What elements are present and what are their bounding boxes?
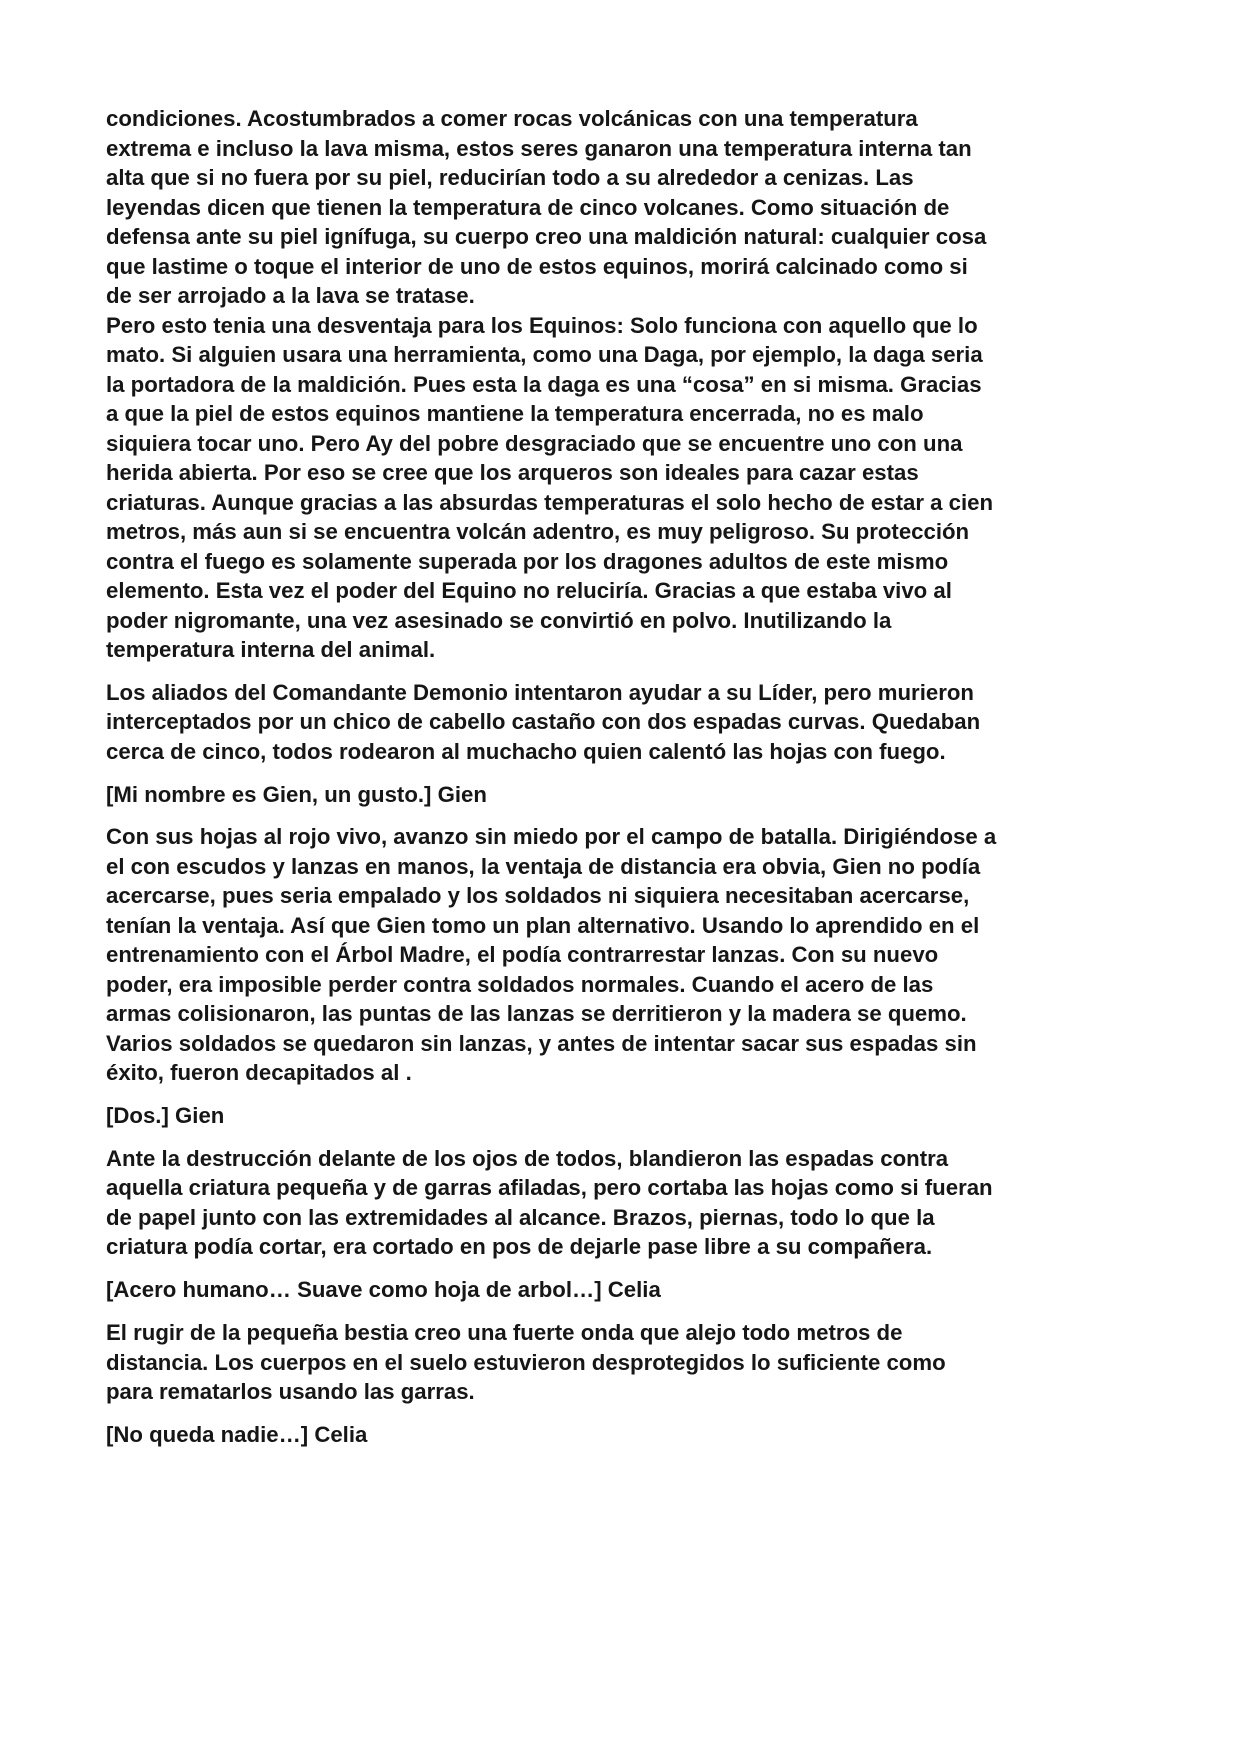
dialogue-paragraph [106, 1275, 1186, 1305]
text-line: El rugir de la pequeña bestia creo una fuerte onda que alejo todo metros de [106, 1320, 903, 1346]
paragraph [106, 1318, 1186, 1407]
text-line: Varios soldados se quedaron sin lanzas, y antes de intentar sacar sus espadas sin [106, 1030, 977, 1056]
text-line: la portadora de la maldición. Pues esta la daga es una “cosa” en si misma. Gracias [106, 371, 982, 397]
text-line: entrenamiento con el Árbol Madre, el podía contrarrestar lanzas. Con su nuevo [106, 942, 939, 968]
text-line: elemento. Esta vez el poder del Equino no reluciría. Gracias a que estaba vivo al [106, 578, 952, 603]
text-line: de papel junto con las extremidades al alcance. Brazos, piernas, todo lo que la [106, 1204, 935, 1230]
text-line: defensa ante su piel ignífuga, su cuerpo creo una maldición natural: cualquier cosa [106, 224, 987, 249]
text-line: alta que si no fuera por su piel, reducirían todo a su alrededor a cenizas. Las [106, 165, 914, 190]
text-line: acercarse, pues seria empalado y los soldados ni siquiera necesitaban acercarse, [106, 883, 970, 909]
text-line: a que la piel de estos equinos mantiene la temperatura encerrada, no es malo [106, 401, 924, 426]
dialogue-line: [Acero humano… Suave como hoja de arbol…] Celia [106, 1277, 661, 1303]
dialogue-line: [Mi nombre es Gien, un gusto.] Gien [106, 781, 487, 807]
dialogue-paragraph [106, 1101, 1186, 1131]
text-line: mato. Si alguien usara una herramienta, como una Daga, por ejemplo, la daga seria [106, 342, 983, 367]
text-line: Con sus hojas al rojo vivo, avanzo sin miedo por el campo de batalla. Dirigiéndose a [106, 824, 997, 850]
dialogue-paragraph [106, 1420, 1186, 1450]
text-line: condiciones. Acostumbrados a comer rocas volcánicas con una temperatura [106, 106, 918, 131]
document-body [106, 104, 1186, 1463]
paragraph [106, 678, 1186, 767]
paragraph [106, 822, 1186, 1088]
text-line: poder, era imposible perder contra soldados normales. Cuando el acero de las [106, 971, 934, 997]
text-line: de ser arrojado a la lava se tratase. [106, 283, 475, 308]
text-line: poder nigromante, una vez asesinado se convirtió en polvo. Inutilizando la [106, 607, 892, 633]
text-line: para rematarlos usando las garras. [106, 1379, 475, 1405]
dialogue-line: [No queda nadie…] Celia [106, 1421, 368, 1447]
text-line: leyendas dicen que tienen la temperatura de cinco volcanes. Como situación de [106, 194, 950, 220]
dialogue-paragraph [106, 780, 1186, 810]
text-line: temperatura interna del animal. [106, 637, 436, 662]
text-line: siquiera tocar uno. Pero Ay del pobre desgraciado que se encuentre uno con una [106, 430, 963, 456]
text-line: contra el fuego es solamente superada por los dragones adultos de este mismo [106, 548, 949, 574]
text-line: herida abierta. Por eso se cree que los arqueros son ideales para cazar estas [106, 460, 919, 485]
text-line: el con escudos y lanzas en manos, la ventaja de distancia era obvia, Gien no podía [106, 853, 981, 879]
text-line: interceptados por un chico de cabello castaño con dos espadas curvas. Quedaban [106, 709, 981, 735]
dialogue-line: [Dos.] Gien [106, 1103, 225, 1129]
text-line: tenían la ventaja. Así que Gien tomo un plan alternativo. Usando lo aprendido en el [106, 912, 980, 938]
text-line: aquella criatura pequeña y de garras afiladas, pero cortaba las hojas como si fueran [106, 1175, 993, 1201]
text-line: éxito, fueron decapitados al . [106, 1060, 412, 1086]
text-line: criaturas. Aunque gracias a las absurdas temperaturas el solo hecho de estar a cien [106, 489, 994, 515]
text-line: armas colisionaron, las puntas de las lanzas se derritieron y la madera se quemo. [106, 1001, 967, 1027]
text-line: extrema e incluso la lava misma, estos seres ganaron una temperatura interna tan [106, 135, 972, 161]
text-line: Los aliados del Comandante Demonio intentaron ayudar a su Líder, pero murieron [106, 679, 974, 705]
text-line: metros, más aun si se encuentra volcán adentro, es muy peligroso. Su protección [106, 519, 970, 544]
text-line: Pero esto tenia una desventaja para los Equinos: Solo funciona con aquello que lo [106, 312, 978, 338]
paragraph [106, 104, 1186, 665]
text-line: Ante la destrucción delante de los ojos de todos, blandieron las espadas contra [106, 1145, 949, 1171]
text-line: distancia. Los cuerpos en el suelo estuvieron desprotegidos lo suficiente como [106, 1349, 946, 1375]
text-line: criatura podía cortar, era cortado en pos de dejarle pase libre a su compañera. [106, 1234, 933, 1260]
text-line: que lastime o toque el interior de uno de estos equinos, morirá calcinado como si [106, 253, 968, 279]
text-line: cerca de cinco, todos rodearon al muchacho quien calentó las hojas con fuego. [106, 738, 946, 764]
paragraph [106, 1144, 1186, 1262]
